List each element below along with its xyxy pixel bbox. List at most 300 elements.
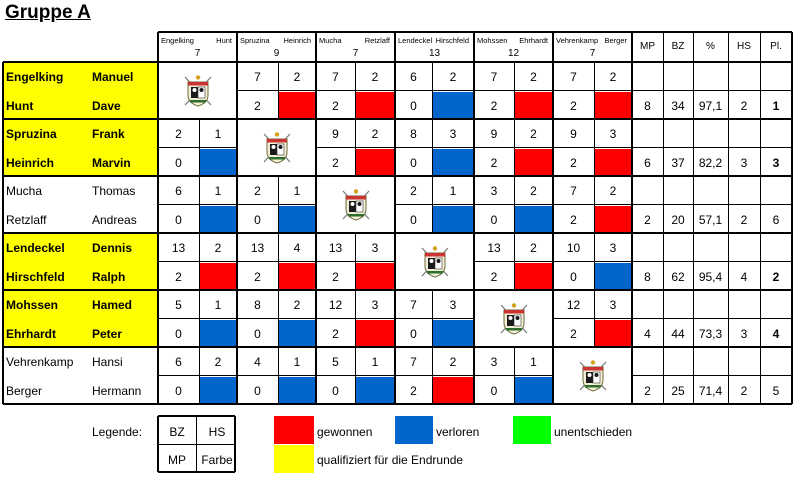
- grid-line: [594, 62, 595, 119]
- grid-line: [199, 119, 200, 176]
- grid-line: [196, 416, 197, 472]
- team-stat: 37: [671, 155, 685, 170]
- result-color-cell: [279, 206, 315, 233]
- grid-line: [632, 261, 792, 262]
- result-match-points: 0: [410, 155, 417, 170]
- result-score-left: 7: [332, 70, 339, 84]
- grid-line: [316, 90, 395, 91]
- grid-line: [157, 32, 159, 404]
- grid-line: [237, 204, 316, 205]
- result-score-left: 2: [175, 127, 182, 141]
- result-score-left: 12: [328, 298, 343, 312]
- header-player-name: Mohssen: [477, 36, 508, 45]
- grid-line: [663, 32, 664, 404]
- result-score-right: 3: [371, 298, 379, 312]
- result-score-left: 7: [254, 70, 261, 84]
- header-player-name: Lendeckel: [398, 36, 433, 45]
- result-score-right: 2: [449, 70, 457, 84]
- team-stat: 8: [644, 269, 651, 284]
- player-first-name: Frank: [92, 127, 125, 141]
- result-match-points: 2: [332, 326, 339, 341]
- grid-line: [632, 147, 792, 148]
- grid-line: [158, 61, 792, 63]
- result-score-left: 10: [566, 241, 581, 255]
- player-first-name: Dennis: [92, 241, 133, 255]
- team-stat: 95,4: [698, 269, 723, 284]
- grid-line: [158, 147, 237, 148]
- result-score-left: 2: [410, 184, 417, 198]
- result-match-points: 2: [175, 269, 182, 284]
- header-player-name: Heinrich: [283, 36, 311, 45]
- result-score-left: 5: [175, 298, 182, 312]
- result-match-points: 2: [570, 98, 577, 113]
- team-stat: 57,1: [698, 212, 723, 227]
- grid-line: [514, 119, 515, 176]
- grid-line: [553, 261, 632, 262]
- result-color-cell: [595, 206, 631, 233]
- grid-line: [791, 32, 793, 404]
- result-score-right: 2: [609, 70, 617, 84]
- grid-line: [315, 32, 317, 404]
- team-stat: 4: [772, 326, 780, 341]
- result-color-cell: [595, 92, 631, 119]
- player-last-name: Ehrhardt: [6, 326, 57, 341]
- team-stat: 25: [671, 383, 685, 398]
- result-color-cell: [433, 377, 473, 404]
- result-match-points: 2: [490, 98, 498, 113]
- team-stat: 5: [772, 383, 780, 398]
- team-stat: 8: [644, 98, 651, 113]
- result-score-right: 3: [609, 298, 617, 312]
- result-score-right: 3: [609, 127, 617, 141]
- grid-line: [158, 415, 235, 417]
- result-score-right: 2: [214, 355, 222, 369]
- result-score-left: 6: [175, 184, 182, 198]
- result-match-points: 0: [175, 212, 182, 227]
- team-stat: 2: [772, 269, 780, 284]
- grid-line: [316, 375, 395, 376]
- grid-line: [514, 62, 515, 119]
- result-color-cell: [595, 320, 631, 347]
- team-stat: 20: [671, 212, 685, 227]
- team-stat: 2: [740, 98, 748, 113]
- grid-line: [355, 62, 356, 119]
- result-color-cell: [433, 320, 473, 347]
- result-color-cell: [356, 320, 394, 347]
- result-match-points: 0: [410, 98, 417, 113]
- legend-won-label: gewonnen: [317, 425, 373, 439]
- result-score-right: 2: [371, 70, 379, 84]
- grid-line: [594, 233, 595, 290]
- player-last-name: Lendeckel: [6, 241, 65, 255]
- result-score-left: 2: [254, 184, 261, 198]
- grid-line: [394, 32, 396, 404]
- result-score-right: 2: [609, 184, 617, 198]
- header-pair-total: 9: [273, 48, 280, 59]
- result-score-right: 2: [530, 70, 537, 84]
- result-score-left: 8: [410, 127, 417, 141]
- result-score-left: 7: [490, 70, 498, 84]
- player-last-name: Retzlaff: [6, 212, 47, 227]
- result-score-right: 2: [293, 70, 301, 84]
- result-color-cell: [279, 320, 315, 347]
- grid-line: [355, 119, 356, 176]
- result-score-left: 9: [570, 127, 577, 141]
- result-score-right: 1: [293, 184, 301, 198]
- result-color-cell: [200, 263, 236, 290]
- legend-key-text: BZ: [169, 425, 185, 439]
- grid-line: [158, 444, 235, 445]
- grid-line: [3, 289, 792, 291]
- grid-line: [157, 416, 159, 472]
- grid-line: [278, 176, 279, 233]
- result-color-cell: [515, 92, 552, 119]
- result-color-cell: [433, 92, 473, 119]
- team-stat: 2: [644, 212, 651, 227]
- grid-line: [632, 204, 792, 205]
- player-last-name: Hunt: [6, 98, 34, 113]
- player-last-name: Berger: [6, 383, 43, 398]
- team-stat: 73,3: [698, 326, 723, 341]
- header-player-name: Mucha: [319, 36, 342, 45]
- player-last-name: Spruzina: [6, 127, 57, 141]
- grid-line: [236, 32, 238, 404]
- header-pair-total: 7: [589, 48, 596, 59]
- result-match-points: 0: [490, 212, 498, 227]
- result-score-left: 6: [175, 355, 182, 369]
- result-score-left: 13: [487, 241, 501, 255]
- result-score-right: 1: [530, 355, 537, 369]
- team-stat: 3: [740, 155, 748, 170]
- grid-line: [278, 347, 279, 404]
- player-first-name: Dave: [92, 98, 121, 113]
- club-crest-icon: [261, 130, 293, 166]
- grid-line: [158, 261, 237, 262]
- result-color-cell: [433, 149, 473, 176]
- player-first-name: Hansi: [92, 355, 123, 369]
- legend-key-text: Farbe: [201, 453, 233, 467]
- result-score-left: 8: [254, 298, 261, 312]
- result-color-cell: [279, 92, 315, 119]
- legend-draw-label: unentschieden: [554, 425, 633, 439]
- header-player-name: Spruzina: [240, 36, 270, 45]
- grid-line: [199, 347, 200, 404]
- grid-line: [432, 290, 433, 347]
- result-match-points: 2: [490, 155, 498, 170]
- grid-line: [432, 176, 433, 233]
- team-stat: 34: [671, 98, 685, 113]
- result-score-left: 7: [570, 184, 577, 198]
- grid-line: [432, 62, 433, 119]
- result-score-right: 3: [609, 241, 617, 255]
- grid-line: [316, 147, 395, 148]
- grid-line: [514, 347, 515, 404]
- team-stat: 4: [644, 326, 651, 341]
- team-stat: 82,2: [698, 155, 723, 170]
- grid-line: [395, 318, 474, 319]
- result-match-points: 2: [332, 269, 339, 284]
- club-crest-icon: [419, 244, 451, 280]
- grid-line: [3, 61, 158, 63]
- team-stat: 2: [740, 383, 748, 398]
- grid-line: [3, 403, 792, 405]
- stat-header: BZ: [671, 41, 685, 52]
- result-match-points: 2: [410, 383, 417, 398]
- result-match-points: 0: [254, 326, 261, 341]
- grid-line: [728, 32, 729, 404]
- result-score-right: 2: [530, 127, 537, 141]
- result-score-right: 2: [530, 241, 537, 255]
- club-crest-icon: [182, 73, 214, 109]
- header-pair-total: 12: [507, 48, 520, 59]
- result-score-left: 3: [490, 355, 498, 369]
- result-match-points: 0: [490, 383, 498, 398]
- result-match-points: 0: [175, 155, 182, 170]
- team-stat: 6: [644, 155, 651, 170]
- result-color-cell: [356, 377, 394, 404]
- result-score-left: 6: [410, 70, 417, 84]
- player-first-name: Marvin: [92, 155, 131, 170]
- grid-line: [278, 62, 279, 119]
- result-score-right: 3: [371, 241, 379, 255]
- result-score-right: 1: [214, 127, 222, 141]
- result-score-right: 2: [530, 184, 537, 198]
- result-match-points: 0: [332, 383, 339, 398]
- grid-line: [594, 119, 595, 176]
- grid-line: [316, 261, 395, 262]
- grid-line: [432, 347, 433, 404]
- club-crest-icon: [498, 301, 530, 337]
- legend-qualified-label: qualifiziert für die Endrunde: [317, 453, 464, 467]
- grid-line: [199, 176, 200, 233]
- result-score-left: 5: [332, 355, 339, 369]
- grid-line: [632, 375, 792, 376]
- grid-line: [632, 318, 792, 319]
- grid-line: [631, 32, 633, 404]
- team-stat: 4: [740, 269, 748, 284]
- result-score-left: 13: [171, 241, 186, 255]
- grid-line: [552, 32, 554, 404]
- grid-line: [553, 204, 632, 205]
- result-color-cell: [200, 377, 236, 404]
- player-first-name: Hermann: [92, 383, 142, 398]
- result-color-cell: [200, 320, 236, 347]
- team-stat: 1: [772, 98, 780, 113]
- player-last-name: Mohssen: [6, 298, 59, 312]
- legend-lost-label: verloren: [436, 425, 480, 439]
- player-first-name: Andreas: [92, 212, 137, 227]
- result-score-right: 3: [449, 298, 457, 312]
- result-match-points: 2: [332, 98, 339, 113]
- header-pair-total: 7: [352, 48, 359, 59]
- grid-line: [158, 204, 237, 205]
- result-color-cell: [279, 263, 315, 290]
- grid-line: [158, 375, 237, 376]
- result-match-points: 0: [410, 212, 417, 227]
- header-pair-total: 13: [428, 48, 441, 59]
- team-stat: 3: [772, 155, 780, 170]
- grid-line: [237, 90, 316, 91]
- result-match-points: 0: [254, 212, 261, 227]
- header-player-name: Berger: [604, 36, 627, 45]
- grid-line: [395, 375, 474, 376]
- stat-header: Pl.: [770, 41, 782, 52]
- result-score-left: 9: [332, 127, 339, 141]
- header-player-name: Vehrenkamp: [556, 36, 599, 45]
- grid-line: [395, 147, 474, 148]
- legend-swatch-qualified: [274, 445, 314, 473]
- result-score-right: 4: [293, 241, 301, 255]
- result-color-cell: [515, 206, 552, 233]
- result-score-right: 1: [214, 298, 222, 312]
- grid-line: [594, 176, 595, 233]
- player-last-name: Heinrich: [6, 155, 55, 170]
- grid-line: [760, 32, 761, 404]
- legend-swatch-lost: [395, 416, 433, 444]
- grid-line: [693, 32, 694, 404]
- result-score-right: 2: [449, 355, 457, 369]
- legend-swatch-draw: [513, 416, 551, 444]
- team-stat: 97,1: [698, 98, 723, 113]
- team-stat: 2: [740, 212, 748, 227]
- result-score-left: 9: [490, 127, 498, 141]
- result-match-points: 2: [570, 155, 577, 170]
- grid-line: [355, 347, 356, 404]
- result-score-right: 1: [371, 355, 379, 369]
- result-score-right: 1: [293, 355, 301, 369]
- result-match-points: 2: [254, 98, 261, 113]
- grid-line: [632, 90, 792, 91]
- result-color-cell: [515, 263, 552, 290]
- header-player-name: Engelking: [161, 36, 194, 45]
- stat-header: MP: [640, 41, 655, 52]
- grid-line: [199, 290, 200, 347]
- result-score-right: 1: [449, 184, 457, 198]
- grid-line: [553, 147, 632, 148]
- team-stat: 44: [671, 326, 685, 341]
- result-color-cell: [515, 149, 552, 176]
- result-match-points: 2: [570, 326, 577, 341]
- grid-line: [594, 290, 595, 347]
- header-player-name: Retzlaff: [364, 36, 390, 45]
- result-score-right: 3: [449, 127, 457, 141]
- result-score-left: 4: [254, 355, 261, 369]
- result-color-cell: [433, 206, 473, 233]
- player-first-name: Manuel: [92, 70, 134, 84]
- grid-line: [553, 318, 632, 319]
- header-player-name: Ehrhardt: [519, 36, 548, 45]
- player-first-name: Thomas: [92, 184, 136, 198]
- grid-line: [278, 290, 279, 347]
- team-stat: 62: [671, 269, 685, 284]
- result-match-points: 2: [570, 212, 577, 227]
- player-first-name: Hamed: [92, 298, 133, 312]
- result-score-right: 2: [371, 127, 379, 141]
- player-first-name: Peter: [92, 326, 123, 341]
- player-last-name: Engelking: [6, 70, 64, 84]
- result-score-left: 3: [490, 184, 498, 198]
- result-score-left: 13: [328, 241, 343, 255]
- result-color-cell: [595, 149, 631, 176]
- grid-line: [234, 416, 236, 472]
- result-match-points: 0: [254, 383, 261, 398]
- result-score-left: 7: [410, 298, 417, 312]
- grid-line: [395, 204, 474, 205]
- result-score-right: 2: [293, 298, 301, 312]
- player-last-name: Mucha: [6, 184, 43, 198]
- result-match-points: 0: [175, 326, 182, 341]
- result-score-left: 7: [410, 355, 417, 369]
- player-last-name: Vehrenkamp: [6, 355, 74, 369]
- result-match-points: 0: [175, 383, 182, 398]
- result-match-points: 2: [254, 269, 261, 284]
- header-pair-total: 7: [194, 48, 201, 59]
- grid-line: [237, 375, 316, 376]
- grid-line: [3, 175, 792, 177]
- result-color-cell: [356, 149, 394, 176]
- grid-line: [199, 233, 200, 290]
- legend-swatch-won: [274, 416, 314, 444]
- club-crest-icon: [340, 187, 372, 223]
- grid-line: [278, 233, 279, 290]
- result-score-left: 12: [566, 298, 581, 312]
- result-score-right: 1: [214, 184, 222, 198]
- result-color-cell: [515, 377, 552, 404]
- grid-line: [316, 318, 395, 319]
- result-match-points: 2: [490, 269, 498, 284]
- stat-header: %: [706, 41, 715, 52]
- player-first-name: Ralph: [92, 269, 126, 284]
- club-crest-icon: [577, 358, 609, 394]
- legend-key-text: MP: [168, 453, 186, 467]
- grid-line: [237, 261, 316, 262]
- grid-line: [514, 176, 515, 233]
- result-color-cell: [200, 206, 236, 233]
- legend-label: Legende:: [92, 425, 143, 439]
- result-match-points: 0: [410, 326, 417, 341]
- grid-line: [158, 31, 792, 33]
- result-color-cell: [279, 377, 315, 404]
- result-match-points: 2: [332, 155, 339, 170]
- grid-line: [158, 318, 237, 319]
- header-player-name: Hunt: [216, 36, 232, 45]
- page-title: Gruppe A: [5, 2, 91, 23]
- grid-line: [514, 233, 515, 290]
- team-stat: 3: [740, 326, 748, 341]
- grid-line: [355, 233, 356, 290]
- team-stat: 2: [644, 383, 651, 398]
- grid-line: [432, 119, 433, 176]
- grid-line: [355, 290, 356, 347]
- team-stat: 71,4: [698, 383, 723, 398]
- grid-line: [553, 90, 632, 91]
- grid-line: [395, 90, 474, 91]
- legend-key-text: HS: [208, 425, 226, 439]
- result-score-left: 13: [250, 241, 265, 255]
- header-player-name: Hirschfeld: [435, 36, 469, 45]
- result-score-right: 2: [214, 241, 222, 255]
- grid-line: [158, 471, 235, 473]
- team-stat: 6: [772, 212, 780, 227]
- grid-line: [3, 346, 792, 348]
- result-score-left: 7: [570, 70, 577, 84]
- result-color-cell: [356, 263, 394, 290]
- result-color-cell: [200, 149, 236, 176]
- grid-line: [473, 32, 475, 404]
- result-color-cell: [356, 92, 394, 119]
- grid-line: [3, 232, 792, 234]
- result-color-cell: [595, 263, 631, 290]
